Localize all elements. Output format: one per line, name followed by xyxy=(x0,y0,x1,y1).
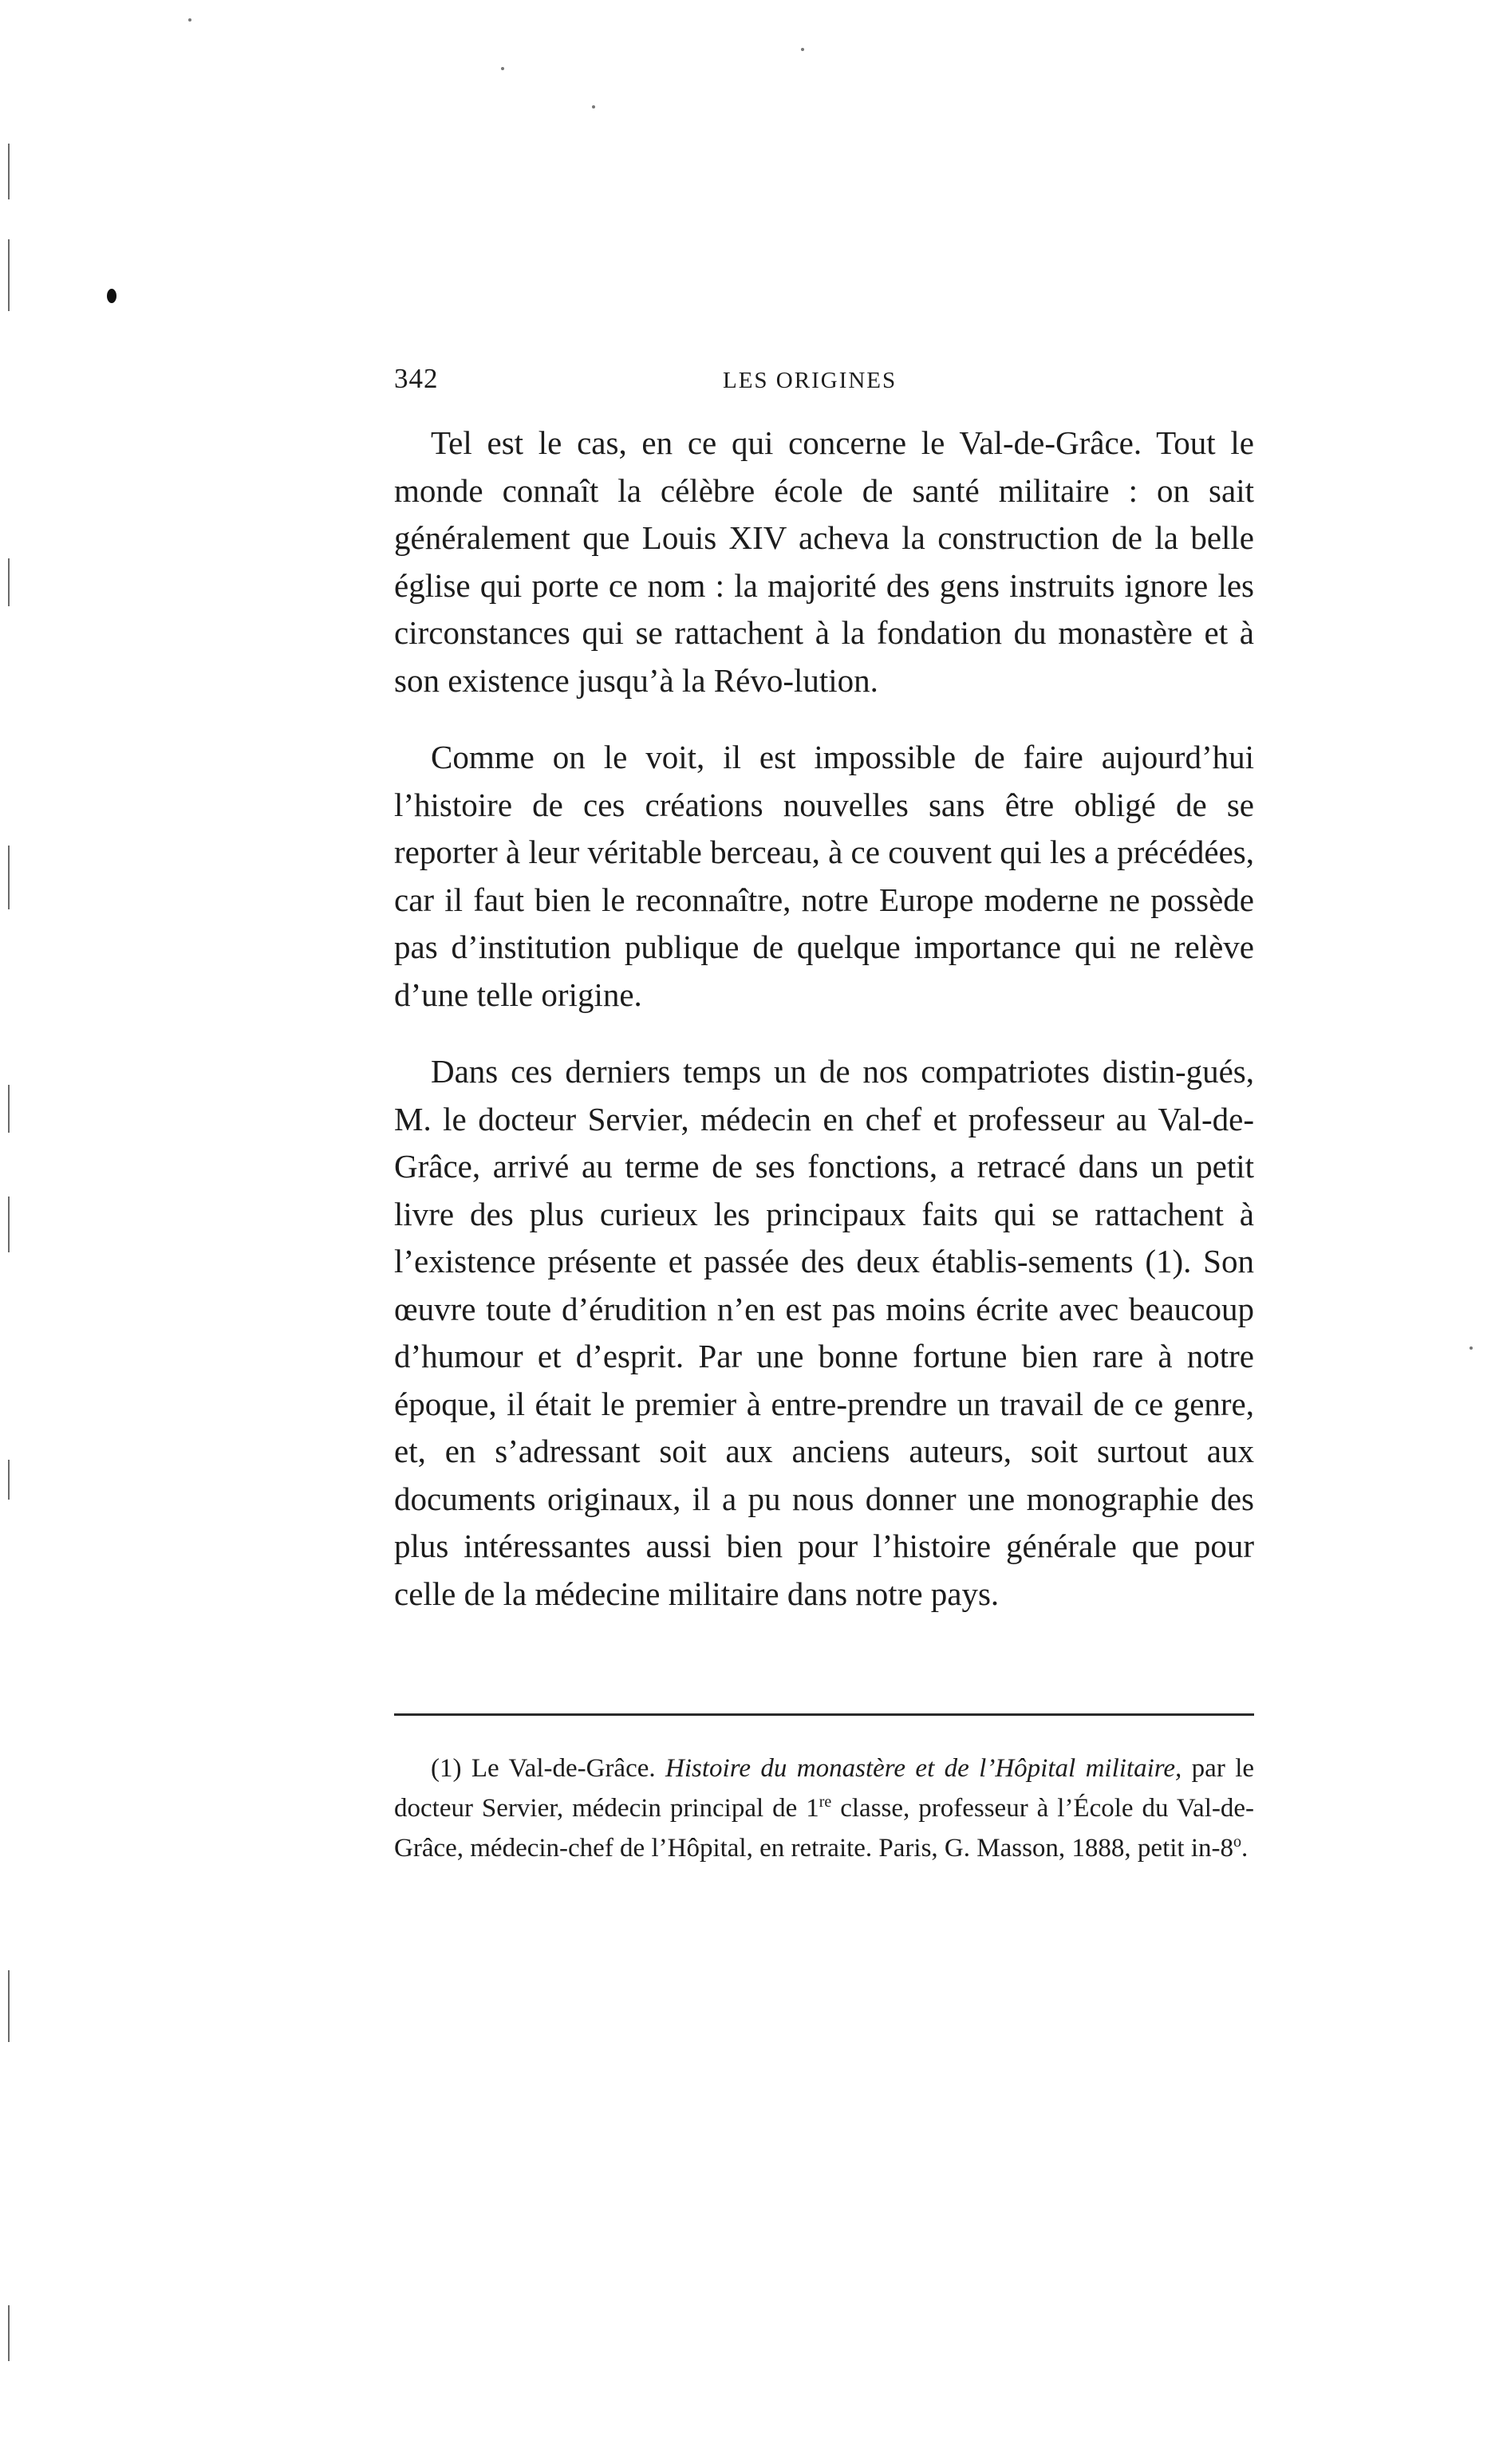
paper-speck xyxy=(592,105,595,108)
scan-edge-mark xyxy=(8,1085,10,1133)
footnote-title: Histoire du monastère et de l’Hôpital militaire, xyxy=(665,1754,1182,1783)
footnote-text: par le docteur Servier, médecin principal de 1 xyxy=(394,1754,1255,1823)
scan-edge-mark xyxy=(8,1460,10,1500)
paragraph: Comme on le voit, il est impossible de faire aujourd’hui l’histoire de ces créations nouvelles sans être obligé de se reporter à leur véritable berceau, à ce couvent qui les a précédées, car il faut bien le reconnaître, notre Europe moderne ne possède pas d’institution publique de quelque importance qui ne relève d’une telle origine. xyxy=(394,739,1254,1013)
paper-speck xyxy=(1470,1346,1473,1350)
scan-edge-mark xyxy=(8,239,10,311)
running-head xyxy=(394,363,1254,404)
footnote-lead: Le Val-de-Grâce. xyxy=(471,1754,656,1783)
page-number: 342 xyxy=(394,363,439,394)
scan-edge-mark xyxy=(8,1970,10,2042)
scan-edge-mark xyxy=(8,846,10,909)
footnote-marker: (1) xyxy=(431,1754,462,1783)
footnote-ordinal: re xyxy=(819,1793,832,1811)
footnote-end: . xyxy=(1241,1834,1249,1863)
footnote-degree: o xyxy=(1233,1833,1241,1851)
scan-edge-mark xyxy=(8,1197,10,1252)
scan-edge-mark xyxy=(8,558,10,606)
scan-edge-mark xyxy=(8,2305,10,2361)
scan-edge-mark xyxy=(8,144,10,199)
paper-speck xyxy=(501,67,504,70)
running-title: LES ORIGINES xyxy=(723,368,897,393)
footnote-text-continued: classe, professeur à l’École du Val-de-Grâce, médecin-chef de l’Hôpital, en retraite. Paris, G. Masson, 1888, petit in-8 xyxy=(394,1794,1254,1863)
footnote-rule xyxy=(394,1713,1254,1716)
footnote xyxy=(394,1748,1254,1868)
paragraph: Tel est le cas, en ce qui concerne le Val-de-Grâce. Tout le monde connaît la célèbre école de santé militaire : on sait généralement que Louis XIV acheva la construction de la belle église qui porte ce nom : la majorité des gens instruits ignore les circonstances qui se rattachent à la fondation du monastère et à son existence jusqu’à la Révo-lution. xyxy=(394,424,1254,699)
paper-speck xyxy=(801,48,804,51)
paragraph: Dans ces derniers temps un de nos compatriotes distin-gués, M. le docteur Servier, médecin en chef et professeur au Val-de-Grâce, arrivé au terme de ses fonctions, a retracé dans un petit livre des plus curieux les principaux faits qui se rattachent à l’existence présente et passée des deux établis-sements (1). Son œuvre toute d’érudition n’en est pas moins écrite avec beaucoup d’humour et d’esprit. Par une bonne fortune bien rare à notre époque, il était le premier à entre-prendre un travail de ce genre, et, en s’adressant soit aux anciens auteurs, soit surtout aux documents originaux, il a pu nous donner une monographie des plus intéressantes aussi bien pour l’histoire générale que pour celle de la médecine militaire dans notre pays. xyxy=(394,1053,1254,1612)
paper-speck xyxy=(188,18,191,22)
ink-blot xyxy=(107,289,116,303)
body-text xyxy=(394,420,1254,1618)
